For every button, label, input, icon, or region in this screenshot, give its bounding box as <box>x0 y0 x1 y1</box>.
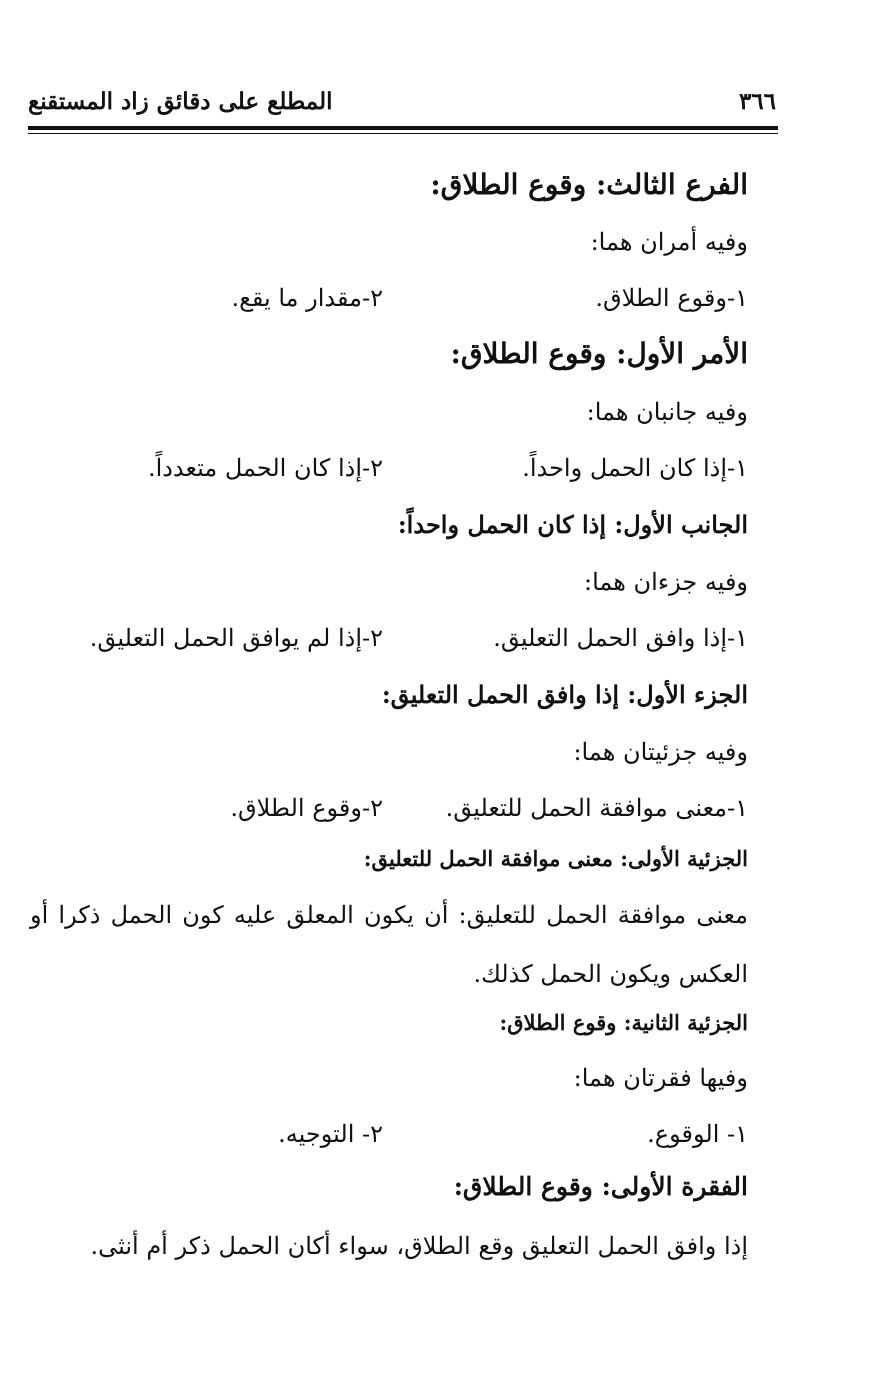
definition-paragraph: معنى موافقة الحمل للتعليق: أن يكون المعلق عليه كون الحمل ذكرا أو العكس ويكون الحمل كذلك. <box>30 901 748 988</box>
ruling-paragraph: إذا وافق الحمل التعليق وقع الطلاق، سواء أكان الحمل ذكر أم أنثى. <box>90 1232 748 1260</box>
subsection-heading: الجزء الأول: إذا وافق الحمل التعليق: <box>381 680 748 709</box>
section-heading: الفرع الثالث: وقوع الطلاق: <box>430 168 748 201</box>
subsection-heading: الأمر الأول: وقوع الطلاق: <box>450 337 748 370</box>
list-item-1: ١-إذا وافق الحمل التعليق. <box>493 624 748 652</box>
subsection-heading: الجزئية الثانية: وقوع الطلاق: <box>499 1010 748 1035</box>
subsection-heading: الجانب الأول: إذا كان الحمل واحداً: <box>397 510 748 539</box>
subsection-heading: الجزئية الأولى: معنى موافقة الحمل للتعليق: <box>363 846 748 871</box>
subsection-heading: الفقرة الأولى: وقوع الطلاق: <box>453 1172 748 1201</box>
running-title: المطلع على دقائق زاد المستقنع <box>28 88 333 115</box>
list-item-2: ٢-وقوع الطلاق. <box>230 794 383 822</box>
list-item-1: ١-وقوع الطلاق. <box>595 284 748 312</box>
intro-line: وفيه أمران هما: <box>590 228 748 256</box>
intro-line: وفيه جزءان هما: <box>583 568 748 596</box>
intro-line: وفيه جزئيتان هما: <box>573 738 748 766</box>
page-header <box>28 88 776 122</box>
intro-line: وفيها فقرتان هما: <box>573 1064 748 1092</box>
header-rule-thick <box>28 126 778 130</box>
intro-line: وفيه جانبان هما: <box>586 398 748 426</box>
list-item-1: ١-معنى موافقة الحمل للتعليق. <box>445 794 748 822</box>
list-item-1: ١- الوقوع. <box>647 1120 748 1148</box>
header-rule-thin <box>28 133 778 134</box>
list-item-2: ٢-إذا كان الحمل متعدداً. <box>147 454 383 482</box>
list-item-2: ٢-مقدار ما يقع. <box>231 284 383 312</box>
list-item-2: ٢-إذا لم يوافق الحمل التعليق. <box>89 624 383 652</box>
page-number: ٣٦٦ <box>738 88 776 115</box>
list-item-1: ١-إذا كان الحمل واحداً. <box>522 454 748 482</box>
list-item-2: ٢- التوجيه. <box>278 1120 383 1148</box>
